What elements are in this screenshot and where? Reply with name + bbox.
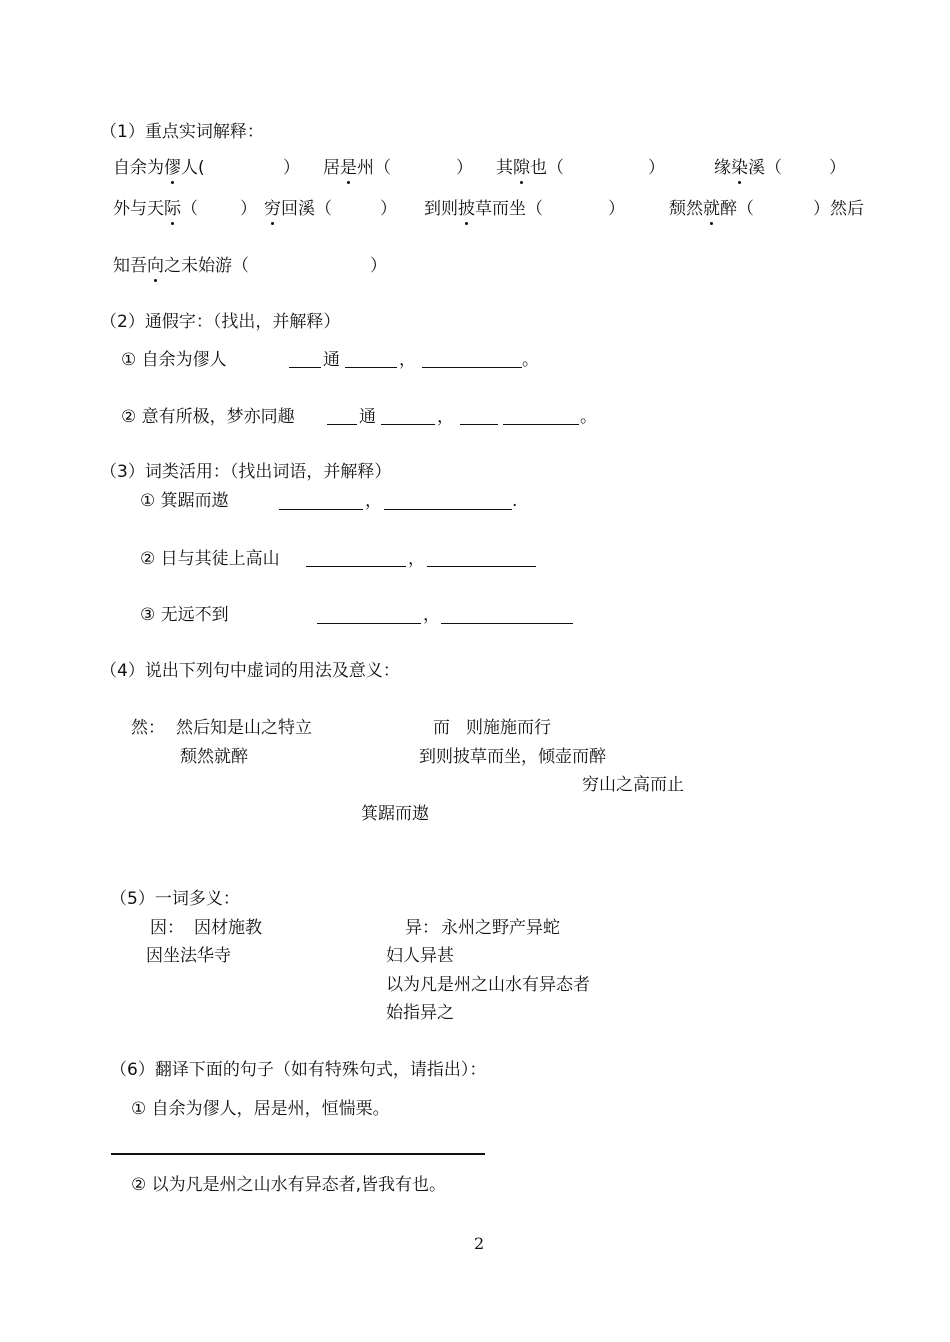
translate-sentence-1: ① 自余为僇人，居是州，恒惴栗。 — [131, 1099, 390, 1119]
answer-blank[interactable] — [345, 367, 397, 368]
answer-blank[interactable] — [503, 424, 579, 425]
yi-label: 异： — [405, 918, 439, 938]
section-2-heading: （2）通假字：（找出，并解释） — [100, 312, 341, 332]
vocab-item-2: 居是州（ — [323, 158, 391, 178]
er-example-1: 则施施而行 — [466, 718, 551, 738]
tong-label: 通 — [323, 350, 340, 370]
yi-example-3: 以为凡是州之山水有异态者 — [386, 975, 590, 995]
vocab-close-paren: ） — [380, 199, 397, 219]
huoyong-item-3: ③ 无远不到 — [140, 605, 229, 625]
yi-example-4: 始指异之 — [386, 1003, 454, 1023]
answer-blank[interactable] — [427, 566, 536, 567]
vocab-close-paren: ） — [456, 158, 473, 178]
yin-example-1: 因材施教 — [194, 918, 262, 938]
vocab-item-3: 其隙也（ — [496, 158, 564, 178]
answer-blank[interactable] — [317, 623, 421, 624]
vocab-close-paren: ） — [370, 256, 387, 276]
section-5-heading: （5）一词多义： — [110, 889, 240, 909]
huoyong-item-1: ① 箕踞而遨 — [140, 491, 229, 511]
answer-blank[interactable] — [441, 623, 573, 624]
section-6-heading: （6）翻译下面的句子（如有特殊句式，请指出）： — [110, 1060, 487, 1080]
yi-example-1: 永州之野产异蛇 — [441, 918, 560, 938]
yin-example-2: 因坐法华寺 — [146, 946, 231, 966]
tongjia-item-1: ① 自余为僇人 — [121, 350, 227, 370]
vocab-close-paren: ） — [648, 158, 665, 178]
answer-blank[interactable] — [289, 367, 321, 368]
section-1-heading: （1）重点实词解释： — [100, 122, 264, 142]
er-example-3: 穷山之高而止 — [582, 775, 684, 795]
huoyong-item-2: ② 日与其徒上高山 — [140, 549, 280, 569]
answer-blank[interactable] — [279, 509, 363, 510]
vocab-close-paren: ） — [283, 158, 300, 178]
er-example-4: 箕踞而遨 — [361, 804, 429, 824]
tong-label: 通 — [359, 407, 376, 427]
vocab-item-6: 穷回溪（ — [264, 199, 332, 219]
period: . — [512, 491, 518, 511]
translate-sentence-2: ② 以为凡是州之山水有异态者,皆我有也。 — [131, 1175, 447, 1195]
ran-example-2: 颓然就醉 — [180, 747, 248, 767]
tongjia-item-2: ② 意有所极，梦亦同趣 — [121, 407, 295, 427]
comma: ， — [437, 407, 454, 427]
yin-label: 因： — [150, 918, 184, 938]
answer-blank[interactable] — [460, 424, 498, 425]
vocab-item-1: 自余为僇人( — [113, 158, 205, 178]
comma: ， — [408, 549, 425, 569]
comma: ， — [399, 350, 416, 370]
vocab-item-9: 知吾向之未始游（ — [113, 256, 249, 276]
vocab-item-4: 缘染溪（ — [714, 158, 782, 178]
answer-blank[interactable] — [327, 424, 357, 425]
section-4-heading: （4）说出下列句中虚词的用法及意义： — [100, 661, 400, 681]
ran-example-1: 然后知是山之特立 — [176, 718, 312, 738]
vocab-close-paren: ） — [829, 158, 846, 178]
yi-example-2: 妇人异甚 — [386, 946, 454, 966]
vocab-item-7: 到则披草而坐（ — [424, 199, 543, 219]
page-number: 2 — [474, 1234, 485, 1253]
vocab-item-5: 外与天际（ — [113, 199, 198, 219]
ran-label: 然： — [131, 718, 165, 738]
answer-blank[interactable] — [381, 424, 435, 425]
vocab-close-paren: ） — [608, 199, 625, 219]
vocab-close-paren: ）然后 — [813, 199, 864, 219]
comma: ， — [423, 605, 440, 625]
period: 。 — [522, 350, 539, 370]
comma: ， — [365, 491, 382, 511]
er-label: 而 — [433, 718, 450, 738]
period: 。 — [580, 407, 597, 427]
vocab-item-8: 颓然就醉（ — [669, 199, 754, 219]
er-example-2: 到则披草而坐，倾壶而醉 — [419, 747, 606, 767]
answer-line[interactable] — [111, 1153, 485, 1155]
answer-blank[interactable] — [384, 509, 512, 510]
answer-blank[interactable] — [422, 367, 522, 368]
answer-blank[interactable] — [306, 566, 406, 567]
section-3-heading: （3）词类活用：（找出词语，并解释） — [100, 462, 392, 482]
vocab-close-paren: ） — [240, 199, 257, 219]
